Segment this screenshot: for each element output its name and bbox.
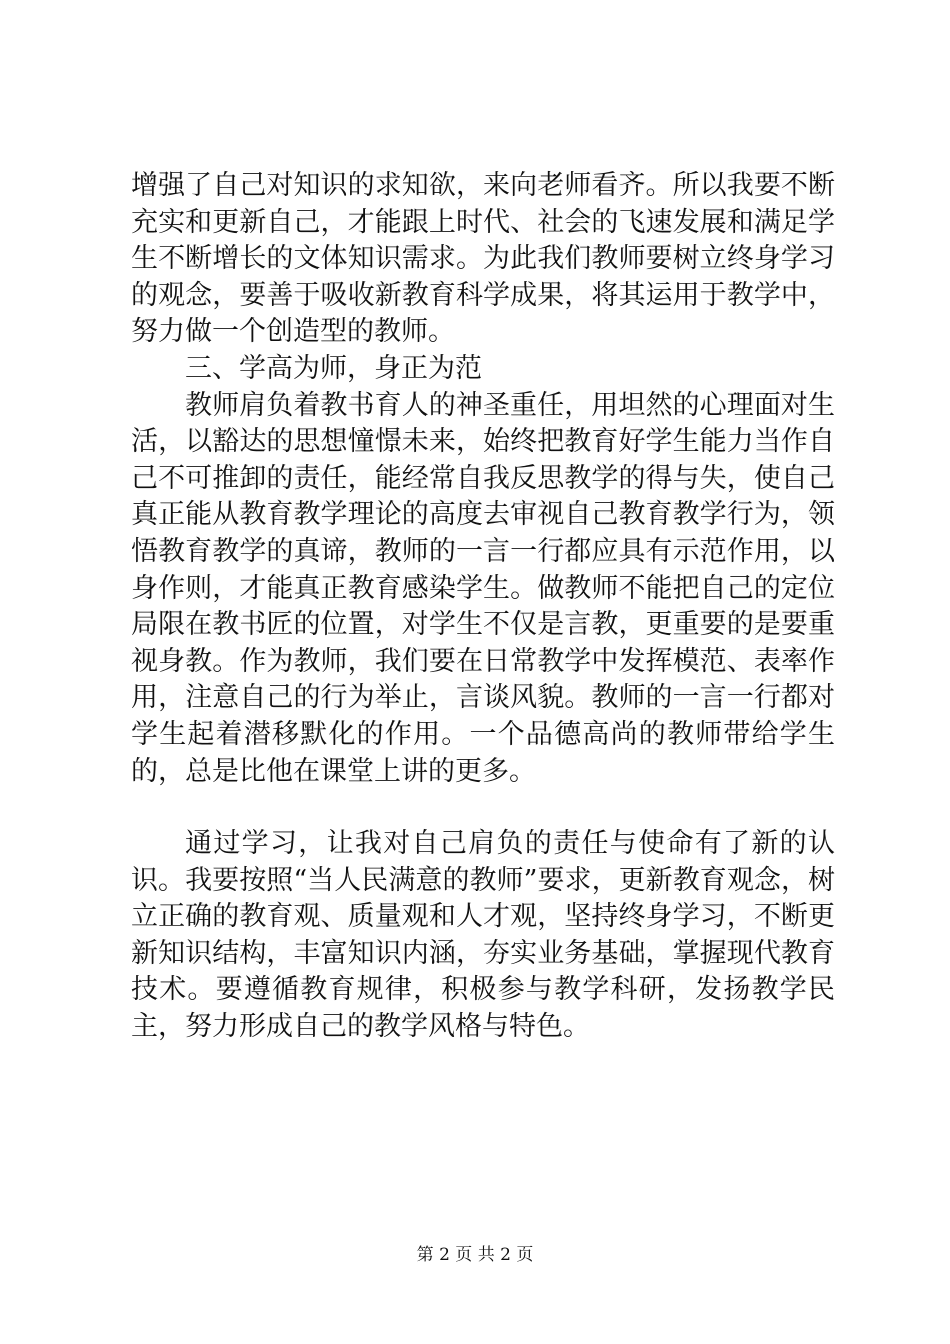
page-number-label: 第 2 页 共 2 页 [416, 1245, 534, 1265]
paragraph-teacher-role: 教师肩负着教书育人的神圣重任，用坦然的心理面对生活，以豁达的思想憧憬未来，始终把教育好学生能力当作自己不可推卸的责任，能经常自我反思教学的得与失，使自己真正能从教育教学理论的高度去审视自己教育教学行为，领悟教育教学的真谛，教师的一言一行都应具有示范作用，以身作则，才能真正教育感染学生。做教师不能把自己的定位局限在教书匠的位置，对学生不仅是言教，更重要的是要重视身教。作为教师，我们要在日常教学中发挥模范、表率作用，注意自己的行为举止，言谈风貌。教师的一言一行都对学生起着潜移默化的作用。一个品德高尚的教师带给学生的，总是比他在课堂上讲的更多。 [131, 389, 835, 787]
paragraph-continuation: 增强了自己对知识的求知欲，来向老师看齐。所以我要不断充实和更新自己，才能跟上时代、社会的飞速发展和满足学生不断增长的文体知识需求。为此我们教师要树立终身学习的观念，要善于吸收新教育科学成果，将其运用于教学中，努力做一个创造型的教师。 [131, 170, 835, 348]
section-heading: 三、学高为师，身正为范 [185, 352, 482, 384]
document-body [131, 168, 835, 1046]
paragraph-conclusion: 通过学习，让我对自己肩负的责任与使命有了新的认识。我要按照“当人民满意的教师”要求，更新教育观念，树立正确的教育观、质量观和人才观，坚持终身学习，不断更新知识结构，丰富知识内涵，夯实业务基础，掌握现代教育技术。要遵循教育规律，积极参与教学科研，发扬教学民主，努力形成自己的教学风格与特色。 [131, 828, 835, 1043]
page-footer [0, 1244, 950, 1266]
